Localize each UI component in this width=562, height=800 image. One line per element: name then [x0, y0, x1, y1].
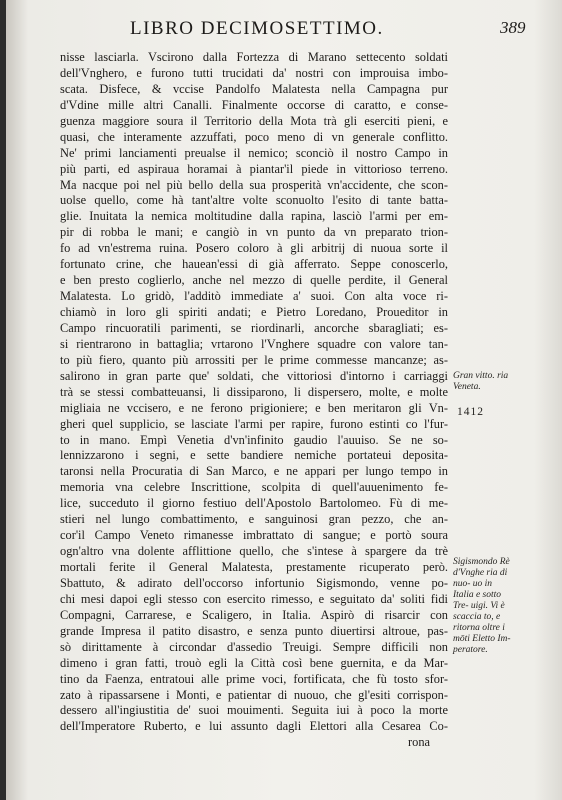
body-line: cor'il Campo Veneto rimanesse imbrattato di sangue; e portò soura: [60, 528, 448, 543]
body-line: fortunato crine, che hauean'essi di già afferrato. Seppe conoscerlo,: [60, 257, 448, 272]
body-line: uolse quello, come hà tant'altre volte sconuolto l'esito di tante batta-: [60, 193, 448, 208]
body-line: ogn'altro vna dolente afflittione quello, che s'intese à spargere da trè: [60, 544, 448, 559]
page-number: 389: [500, 18, 526, 37]
body-line: si rientrarono in battaglia; vrtarono l'Vnghere squadre con valore tan-: [60, 336, 448, 351]
body-line: fo ad vn'estrema ruina. Posero coloro à gli arbitrij di nuoua sorte il: [60, 241, 448, 256]
body-line: migliaia ne vccisero, e ne ferono prigioniere; e ben meritaron gli Vn-: [60, 400, 448, 415]
body-line: stieri nel lungo combattimento, e sanguinosi gran pezzo, che an-: [60, 512, 448, 527]
body-line: salirono in gran parte que' soldati, che vittoriosi d'intorno i carriaggi: [60, 368, 448, 383]
body-line: più parti, ed aspiraua horamai à piantar'il piede in vittorioso terreno.: [60, 161, 448, 176]
body-line: rona: [408, 735, 431, 750]
body-line: Compagni, Carrarese, e Scaligero, in Italia. Aspirò di risarcir con: [60, 607, 448, 622]
body-line: dessero all'ingiustitia de' suoi mouimenti. Seguita iui à poco la morte: [60, 703, 448, 718]
body-line: Campo rincuoratili parimenti, se riordinarli, ancorche sbaragliati; es-: [60, 320, 448, 335]
body-line: scata. Disfece, & vccise Pandolfo Malatesta nella Campagna pur: [60, 81, 448, 96]
body-line: e ben presto coglierlo, anche nel mezzo di quelle perdite, il General: [60, 273, 448, 288]
body-line: Malatesta. Lo gridò, l'additò immediate a' suoi. Con alta voce ri-: [60, 289, 448, 304]
body-line: Sbattuto, & adirato dell'occorso infortunio Sigismondo, venne po-: [60, 575, 448, 590]
body-line: lice, succeduto il giorno festiuo dell'Apostolo Bartolomeo. Fù di me-: [60, 496, 448, 511]
body-line: quasi, che interamente azzuffati, poco meno di vn generale conflitto.: [60, 129, 448, 144]
body-line: glie. Inuitata la nemica moltitudine dalla rapina, lasciò l'armi per em-: [60, 209, 448, 224]
body-text: [60, 50, 448, 751]
body-line: guenza maggiore soura il Territorio della Mota trà gli eserciti pieni, e: [60, 113, 448, 128]
margin-note-gran-vittoria: Gran vitto. ria Veneta.: [453, 371, 509, 392]
body-line: gheri quel supplicio, se lasciate l'armi per rapire, furono estinti co l'fur-: [60, 416, 448, 431]
body-line: sò dirittamente à circondar d'assedio Treuigi. Sempre difficili non: [60, 639, 448, 654]
body-line: Ne' primi lanciamenti preualse il nemico; sconciò il nostro Campo in: [60, 145, 448, 160]
body-line: taronsi nella Procuratia di San Marco, e ne appari per lungo tempo in: [60, 464, 448, 479]
body-line: chiamò in loro gli spiriti andati; e Pietro Loredano, Proueditor in: [60, 305, 448, 319]
body-line: to più fiero, quanto più arrossiti per le prime commesse mancanze; as-: [60, 352, 448, 367]
body-line: dell'Vnghero, e furono tutti trucidati da' nostri con improuisa imbo-: [60, 65, 448, 80]
body-line: dimeno i gran fatti, trouò egli la Città così bene guernita, e da Mar-: [60, 655, 448, 670]
margin-note-year: 1412: [457, 406, 484, 418]
body-line: nisse lasciarla. Vscirono dalla Fortezza di Marano settecento soldati: [60, 50, 448, 64]
running-title: LIBRO DECIMOSETTIMO.: [130, 18, 384, 39]
book-page: [6, 0, 562, 800]
body-line: memoria vna celebre Inscrittione, scolpita di quell'auuenimento fe-: [60, 480, 448, 495]
body-line: grande Impresa il patito disastro, e senza punto diuertirsi altroue, pas-: [60, 623, 448, 638]
body-line: chi mesi dapoi egli stesso con esercito rimesso, e seguitato da' soliti fidi: [60, 591, 448, 606]
body-line: lennizzarono i segni, e sette bandiere nemiche portateui deposita-: [60, 448, 448, 463]
body-line: dell'Imperatore Ruberto, e lui assunto dagli Elettori alla Cesarea Co-: [60, 719, 448, 734]
body-line: d'Vdine mille altri Canalli. Finalmente occorse di caratto, e conse-: [60, 97, 448, 112]
body-line: trà se stessi combatteuansi, li dissiparono, li dispersero, molte, e molte: [60, 384, 448, 399]
body-line: tino da Faenza, entratoui alle prime voci, fortificata, che fù tosto sfor-: [60, 671, 448, 686]
body-line: to in mano. Empì Venetia d'vn'infinito gaudio l'auuiso. Se ne so-: [60, 432, 448, 447]
body-line: mortali ferite il General Malatesta, prestamente ricuperato però.: [60, 560, 448, 574]
body-line: Ma nacque poi nel più bello della sua prosperità vn'accidente, che scon-: [60, 177, 448, 192]
body-line: zato à ripassarsene i Monti, e patientar di nuouo, che gl'esiti corrispon-: [60, 687, 448, 702]
body-line: pir di robba le mani; e cangiò in vn punto da vn preparato trion-: [60, 225, 448, 240]
margin-note-sigismondo: Sigismondo Rè d'Vnghe ria di nuo- uo in Italia e sotto Tre- uigi. Vi è scaccia to, e ritorna oltre i mōti Eletto Im- peratore.: [453, 557, 511, 655]
